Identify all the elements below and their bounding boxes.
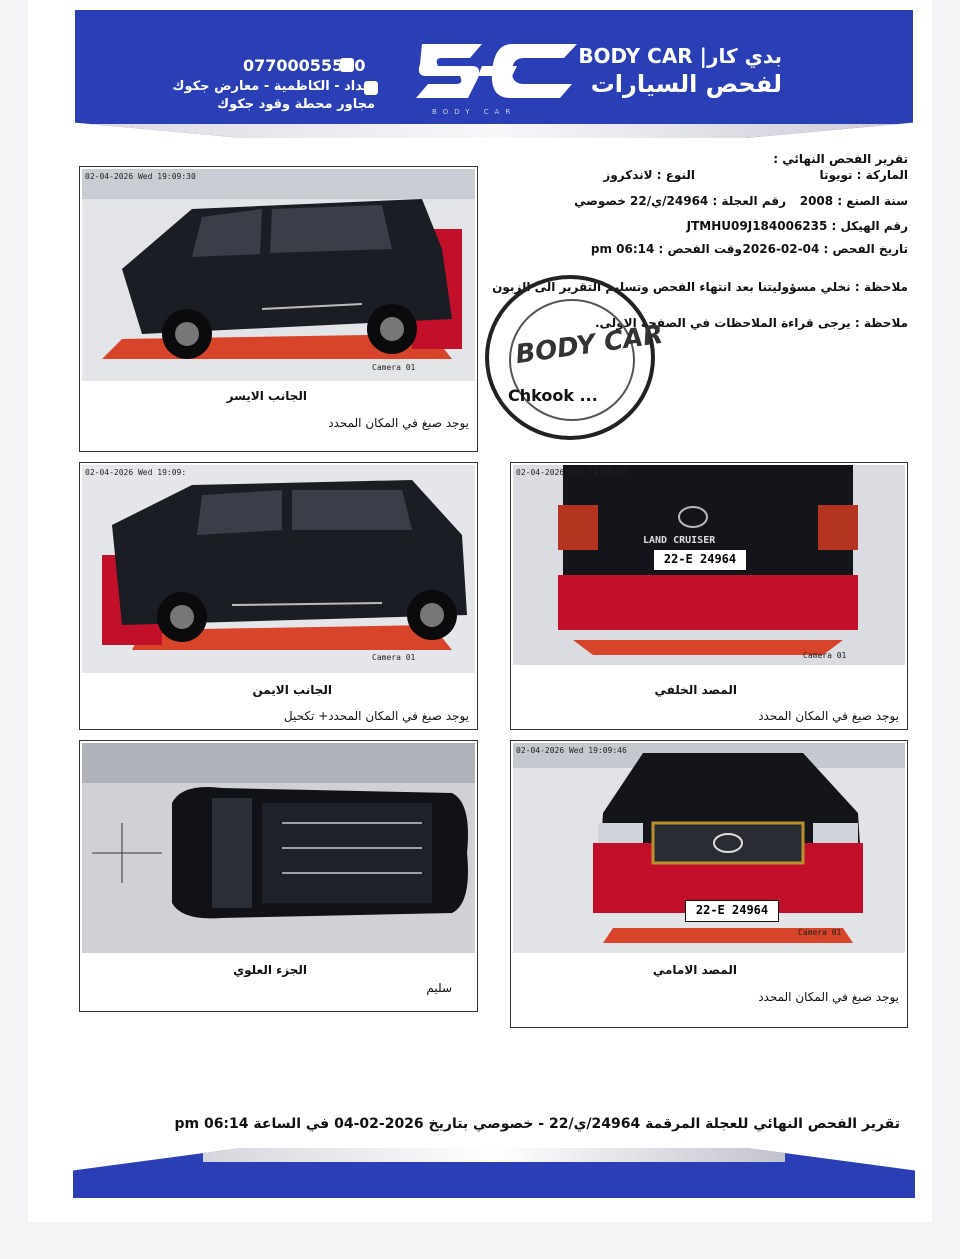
- photo-right-side: [82, 465, 475, 673]
- model-badge: LAND CRUISER: [643, 535, 716, 546]
- brand-name: بدي كار| BODY CAR: [578, 44, 782, 68]
- camera-label: Camera 01: [803, 651, 847, 660]
- photo-roof: [82, 743, 475, 953]
- report-date: تاريخ الفحص : 04-02-2026: [742, 242, 908, 256]
- logo-subtitle: BODY CAR: [432, 108, 517, 116]
- body-car-logo: [412, 36, 582, 108]
- report-summary: تقرير الفحص النهائي للعجلة المرقمة 24964/ي/22 - خصوصي بتاريخ 2026-02-04 في الساعة 06:14 pm: [174, 1116, 900, 1132]
- note-right-side: يوجد صبغ في المكان المحدد+ تكحيل: [283, 709, 469, 723]
- footer-silver-strip: [203, 1148, 785, 1162]
- car-left-side-illustration: [82, 169, 475, 381]
- note-left-side: يوجد صبغ في المكان المحدد: [328, 416, 469, 430]
- photo-front-bumper: [513, 743, 905, 953]
- panel-rear-bumper: [510, 462, 908, 730]
- camera-label: Camera 01: [798, 928, 842, 937]
- caption-left-side: الجانب الايسر: [226, 389, 307, 403]
- photo-timestamp: 02-04-2026 Wed 19:09:46: [516, 746, 627, 755]
- camera-label: Camera 01: [372, 363, 416, 372]
- report-note-2: ملاحظة : يرجى قراءة الملاحظات في الصفحة الاولى.: [594, 316, 908, 330]
- report-title: تقرير الفحص النهائي :: [773, 152, 908, 166]
- brand-tagline: لفحص السيارات: [590, 70, 782, 98]
- footer-band: [73, 1148, 915, 1198]
- stamp-brand: BODY CAR: [513, 319, 665, 371]
- camera-label: Camera 01: [372, 653, 416, 662]
- caption-rear-bumper: المصد الخلفي: [654, 683, 737, 697]
- license-plate: 22-E 24964: [685, 900, 779, 922]
- photo-timestamp: 02-04-2026 Wed 19:09:: [85, 468, 187, 477]
- address-line-2: مجاور محطة وقود جكوك: [217, 97, 375, 112]
- car-roof-illustration: [82, 743, 475, 953]
- caption-front-bumper: المصد الامامي: [652, 963, 737, 977]
- report-vin: رقم الهيكل : JTMHU09J184006235: [686, 219, 908, 233]
- panel-left-side: [79, 166, 478, 452]
- photo-left-side: [82, 169, 475, 381]
- report-plate: رقم العجلة : 24964/ي/22 خصوصي: [574, 194, 786, 208]
- panel-right-side: [79, 462, 478, 730]
- report-year: سنة الصنع : 2008: [799, 194, 908, 208]
- header-phone: 07700055560: [243, 56, 366, 75]
- note-front-bumper: يوجد صبغ في المكان المحدد: [758, 990, 899, 1004]
- report-make: الماركة : تويوتا: [819, 168, 908, 182]
- photo-timestamp: 02-04-2026 Wed 19:09:39: [516, 468, 627, 477]
- caption-right-side: الجانب الايمن: [252, 683, 332, 697]
- note-rear-bumper: يوجد صبغ في المكان المحدد: [758, 709, 899, 723]
- caption-roof: الجزء العلوي: [233, 963, 307, 977]
- report-type: النوع : لاندكروز: [603, 168, 695, 182]
- license-plate: 22-E 24964: [653, 549, 747, 571]
- panel-front-bumper: [510, 740, 908, 1028]
- photo-timestamp: 02-04-2026 Wed 19:09:30: [85, 172, 196, 181]
- car-right-side-illustration: [82, 465, 475, 673]
- photo-rear-bumper: [513, 465, 905, 665]
- header-address: [173, 78, 375, 114]
- address-line-1: بغداد - الكاظمية - معارض جكوك: [172, 79, 375, 94]
- stamp-text: Chkook ...: [508, 386, 598, 405]
- report-note-1: ملاحظة : نخلي مسؤوليتنا بعد انتهاء الفحص وتسليم التقرير الى الزبون: [492, 280, 908, 294]
- panel-roof: [79, 740, 478, 1012]
- report-time: وقت الفحص : 06:14 pm: [590, 242, 742, 256]
- note-roof: سليم: [426, 981, 452, 995]
